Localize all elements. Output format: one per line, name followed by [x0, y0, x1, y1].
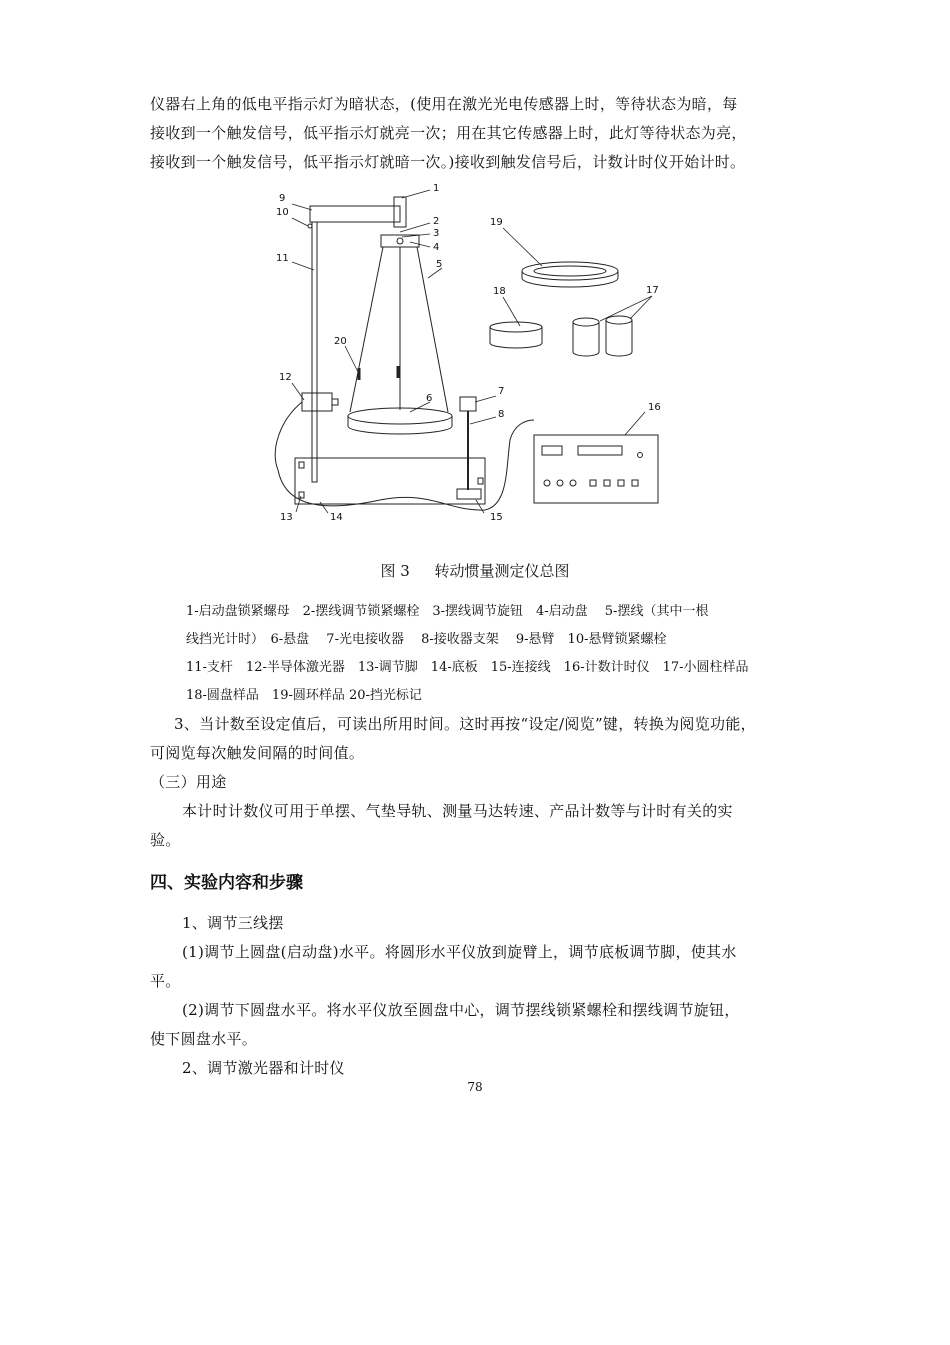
step3-line: 3、当计数至设定值后，可读出所用时间。这时再按“设定/阅览”键，转换为阅览功能，	[174, 715, 756, 733]
apparatus-figure	[270, 180, 670, 525]
cylinder-sample	[606, 316, 632, 324]
callout-14: 14	[330, 512, 343, 523]
step3-line: 可阅览每次触发间隔的时间值。	[150, 744, 365, 762]
callout-8: 8	[498, 409, 505, 420]
timer-key	[618, 480, 624, 486]
cylinder-bottom	[606, 352, 632, 356]
callout-19: 19	[490, 217, 503, 228]
cylinder-bottom	[573, 352, 599, 356]
step-item: 1、调节三线摆	[182, 914, 284, 932]
figure-caption-label: 图 3	[380, 562, 410, 580]
figure-caption-title: 转动惯量测定仪总图	[434, 562, 570, 580]
pendulum-line	[417, 247, 448, 412]
step-item: 2、调节激光器和计时仪	[182, 1059, 345, 1077]
callout-11: 11	[276, 253, 289, 264]
step-item: 使下圆盘水平。	[150, 1030, 258, 1048]
step-item: 平。	[150, 972, 181, 990]
section-heading: 四、实验内容和步骤	[150, 873, 303, 893]
callout-13: 13	[280, 512, 293, 523]
intro-line: 接收到一个触发信号，低平指示灯就亮一次；用在其它传感器上时，此灯等待状态为亮，	[150, 124, 747, 142]
counter-timer	[534, 435, 658, 503]
callout-10: 10	[276, 207, 289, 218]
legend-line: 1-启动盘锁紧螺母 2-摆线调节锁紧螺栓 3-摆线调节旋钮 4-启动盘 5-摆线（其中一根	[186, 604, 709, 619]
step-item: (1)调节上圆盘(启动盘)水平。将圆形水平仪放到旋臂上，调节底板调节脚，使其水	[182, 943, 737, 961]
usage-section	[150, 768, 790, 855]
laser-cable	[275, 402, 534, 510]
timer-knob	[544, 480, 550, 486]
disk-sample-bottom	[490, 343, 542, 348]
start-disk	[381, 235, 419, 247]
callout-7: 7	[498, 386, 505, 397]
usage-line: 验。	[150, 831, 181, 849]
photo-receiver	[460, 397, 476, 411]
legend-line: 线挡光计时） 6-悬盘 7-光电接收器 8-接收器支架 9-悬臂 10-悬臂锁紧螺栓	[186, 632, 667, 647]
timer-key	[604, 480, 610, 486]
timer-key	[632, 480, 638, 486]
page-number: 78	[467, 1080, 483, 1094]
usage-line: 本计时计数仪可用于单摆、气垫导轨、测量马达转速、产品计数等与计时有关的实	[182, 802, 733, 820]
callout-15: 15	[490, 512, 503, 523]
base-hole	[299, 462, 304, 468]
arm-lock-bolt	[308, 224, 312, 228]
callout-1: 1	[433, 183, 440, 194]
cylinder-sample	[573, 318, 599, 326]
step-item: (2)调节下圆盘水平。将水平仪放至圆盘中心，调节摆线锁紧螺栓和摆线调节旋钮，	[182, 1001, 740, 1019]
ring-sample-inner	[534, 266, 606, 276]
callout-20: 20	[334, 336, 347, 347]
callout-18: 18	[493, 286, 506, 297]
callout-17: 17	[646, 285, 659, 296]
figure-caption	[0, 560, 950, 581]
pendulum-line	[350, 247, 383, 412]
callout-3: 3	[433, 228, 440, 239]
counter-display	[542, 446, 562, 455]
legend-line: 11-支杆 12-半导体激光器 13-调节脚 14-底板 15-连接线 16-计数计时仪 17-小圆柱样品	[186, 660, 749, 675]
ring-sample-bottom	[522, 278, 618, 287]
callout-12: 12	[279, 372, 292, 383]
usage-title: （三）用途	[150, 773, 227, 791]
section4-body	[150, 909, 790, 1083]
callout-2: 2	[433, 216, 440, 227]
legend-line: 18-圆盘样品 19-圆环样品 20-挡光标记	[186, 688, 422, 703]
intro-paragraph	[150, 90, 790, 177]
ring-sample	[522, 262, 618, 280]
hanging-disk-bottom	[348, 426, 452, 434]
step3-paragraph	[150, 710, 790, 768]
callout-9: 9	[279, 193, 286, 204]
callout-5: 5	[436, 259, 443, 270]
callout-6: 6	[426, 393, 433, 404]
receiver-base	[457, 489, 481, 499]
base-hole	[478, 478, 483, 484]
intro-line: 接收到一个触发信号，低平指示灯就暗一次。)接收到触发信号后，计数计时仪开始计时。	[150, 153, 746, 171]
timer-knob	[570, 480, 576, 486]
timer-display	[578, 446, 622, 455]
disk-sample	[490, 322, 542, 332]
support-pole	[312, 222, 317, 482]
timer-knob	[557, 480, 563, 486]
hanging-disk	[348, 408, 452, 424]
intro-line: 仪器右上角的低电平指示灯为暗状态，(使用在激光光电传感器上时，等待状态为暗，每	[150, 95, 738, 113]
indicator-light	[638, 453, 643, 458]
laser-tip	[332, 399, 338, 405]
base-hole	[299, 492, 304, 498]
callout-4: 4	[433, 242, 440, 253]
figure-legend	[186, 598, 786, 710]
callout-16: 16	[648, 402, 661, 413]
timer-key	[590, 480, 596, 486]
adjust-knob	[397, 238, 403, 244]
suspension-arm	[310, 206, 400, 222]
apparatus-diagram	[270, 180, 670, 525]
